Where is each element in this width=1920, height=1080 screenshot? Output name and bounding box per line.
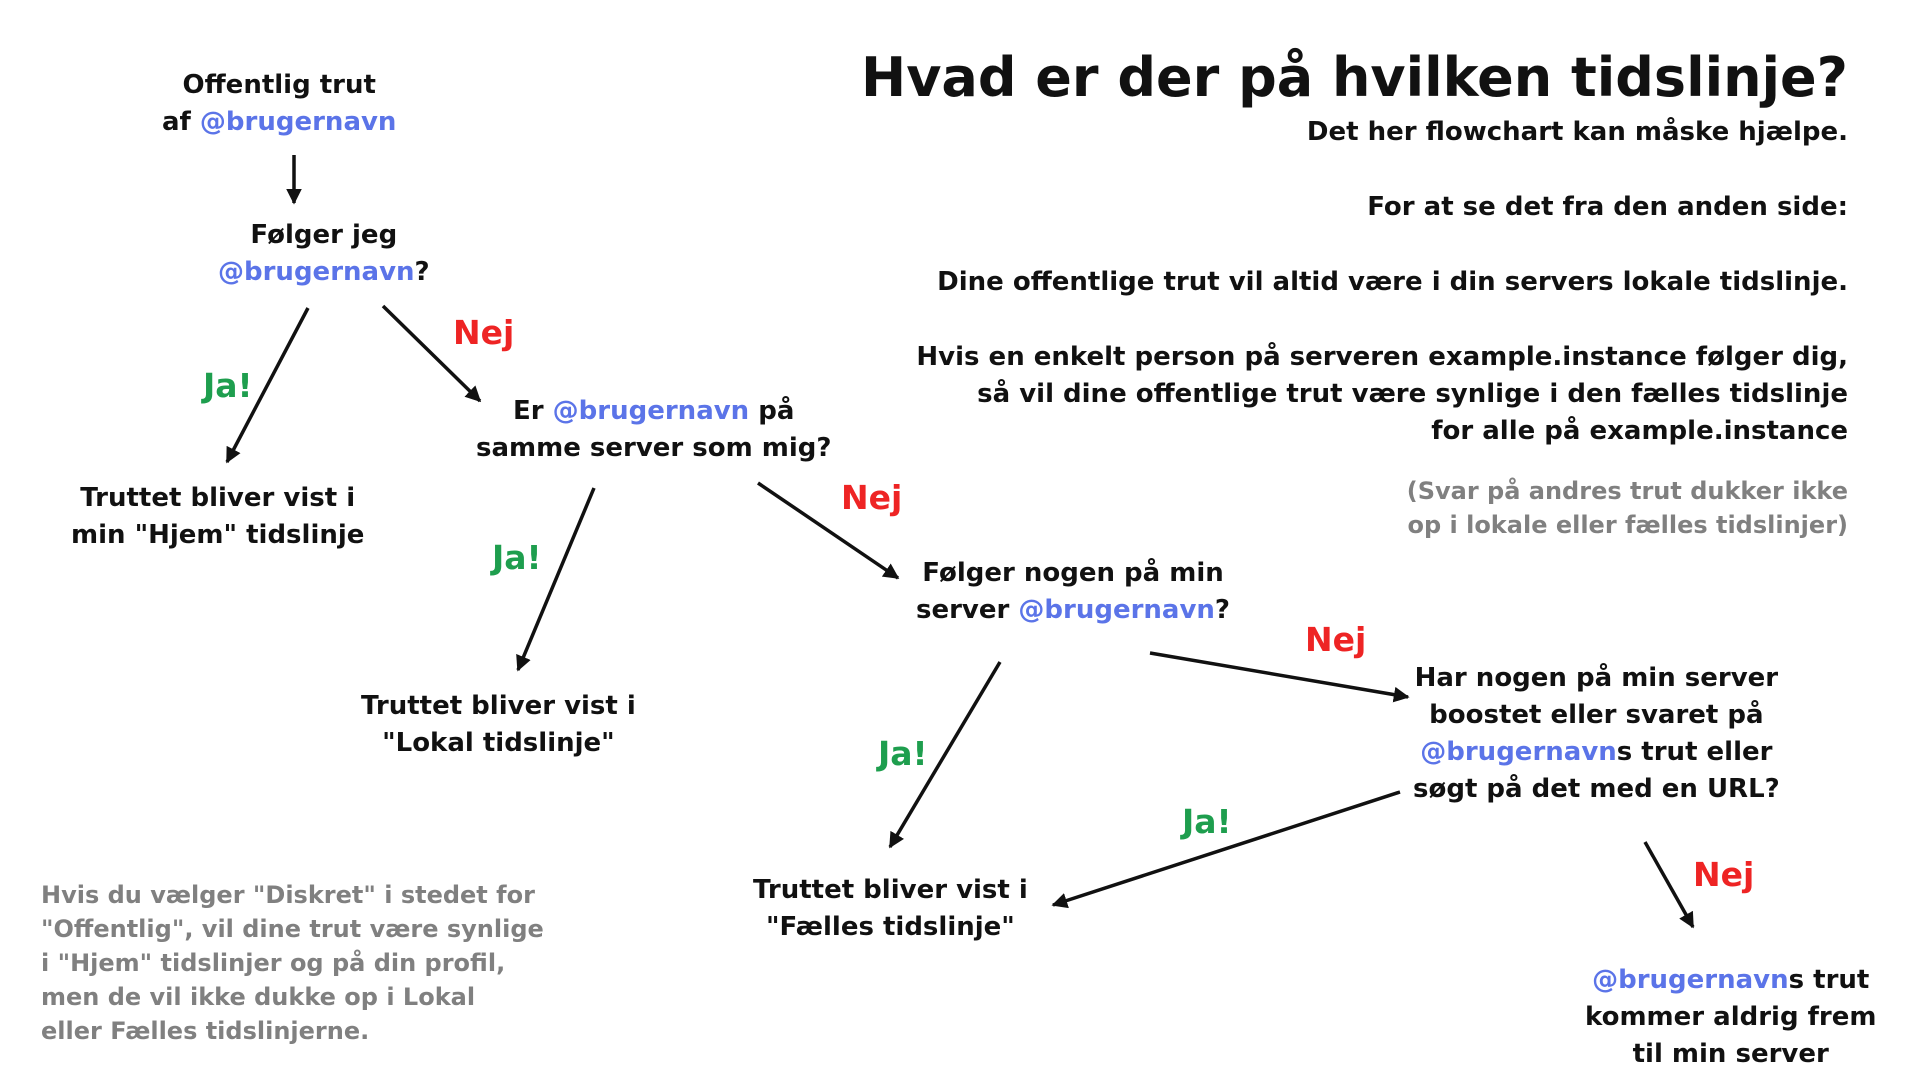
result-line: Truttet bliver vist i bbox=[361, 691, 636, 721]
arrow-q4-no bbox=[1645, 842, 1693, 927]
label-no: Nej bbox=[841, 478, 903, 517]
footnote-line: i "Hjem" tidslinjer og på din profil, bbox=[41, 949, 506, 977]
username-mention: @brugernavn bbox=[1018, 595, 1215, 625]
label-no: Nej bbox=[1693, 855, 1755, 894]
info-federated-rule-line: Hvis en enkelt person på serveren example.instance følger dig, bbox=[916, 342, 1848, 372]
label-yes: Ja! bbox=[878, 734, 928, 773]
page-title: Hvad er der på hvilken tidslinje? bbox=[861, 46, 1848, 109]
result-line: "Fælles tidslinje" bbox=[765, 912, 1015, 942]
result-never-arrives bbox=[1585, 962, 1876, 1073]
info-federated-rule-line: så vil dine offentlige trut være synlige i den fælles tidslinje bbox=[977, 379, 1848, 409]
username-mention: @brugernavn bbox=[1592, 965, 1789, 995]
label-no: Nej bbox=[453, 313, 515, 352]
footnote-line: Hvis du vælger "Diskret" i stedet for bbox=[41, 881, 535, 909]
question-line: samme server som mig? bbox=[476, 433, 832, 463]
replies-note-line: (Svar på andres trut dukker ikke bbox=[1406, 477, 1848, 505]
question-line: Følger jeg bbox=[250, 220, 398, 250]
arrow-q2-yes bbox=[518, 488, 594, 670]
question-same-server bbox=[476, 393, 831, 467]
footnote-line: men de vil ikke dukke op i Lokal bbox=[41, 983, 476, 1011]
question-line: server @brugernavn? bbox=[916, 595, 1231, 625]
result-line: "Lokal tidslinje" bbox=[382, 728, 615, 758]
username-mention: @brugernavn bbox=[199, 107, 397, 137]
question-line: @brugernavns trut eller bbox=[1420, 737, 1773, 767]
label-no: Nej bbox=[1305, 620, 1367, 659]
info-local-rule: Dine offentlige trut vil altid være i din servers lokale tidslinje. bbox=[937, 267, 1848, 297]
question-line: Er @brugernavn på bbox=[513, 396, 795, 426]
start-node-line: Offentlig trut bbox=[182, 70, 376, 100]
result-home-timeline bbox=[71, 480, 364, 554]
arrow-q3-no bbox=[1150, 653, 1408, 697]
result-local-timeline bbox=[361, 688, 636, 762]
label-yes: Ja! bbox=[492, 538, 542, 577]
result-line: Truttet bliver vist i bbox=[753, 875, 1028, 905]
footnote-line: "Offentlig", vil dine trut være synlige bbox=[41, 915, 544, 943]
username-mention: @brugernavn bbox=[1420, 737, 1617, 767]
subtitle: Det her flowchart kan måske hjælpe. bbox=[1306, 117, 1848, 147]
info-federated-rule-line: for alle på example.instance bbox=[1431, 416, 1848, 446]
question-line: boostet eller svaret på bbox=[1429, 700, 1764, 730]
result-line: min "Hjem" tidslinje bbox=[71, 520, 365, 550]
footnote-line: eller Fælles tidslinjerne. bbox=[41, 1017, 370, 1045]
question-line: @brugernavn? bbox=[218, 257, 430, 287]
question-follow-user bbox=[218, 217, 430, 291]
question-line: Følger nogen på min bbox=[922, 558, 1224, 588]
username-mention: @brugernavn bbox=[552, 396, 750, 426]
start-node-line: af @brugernavn bbox=[162, 107, 397, 137]
start-node bbox=[162, 67, 396, 141]
question-someone-follows bbox=[916, 555, 1230, 629]
question-line: søgt på det med en URL? bbox=[1413, 774, 1780, 804]
result-federated-timeline bbox=[753, 872, 1028, 946]
result-line: @brugernavns trut bbox=[1592, 965, 1870, 995]
username-mention: @brugernavn bbox=[218, 257, 415, 287]
replies-note-line: op i lokale eller fælles tidslinjer) bbox=[1407, 511, 1848, 539]
label-yes: Ja! bbox=[203, 366, 253, 405]
question-boosted-or-searched bbox=[1413, 660, 1780, 808]
result-line: Truttet bliver vist i bbox=[80, 483, 356, 513]
result-line: kommer aldrig frem bbox=[1585, 1002, 1877, 1032]
label-yes: Ja! bbox=[1182, 802, 1232, 841]
info-other-side: For at se det fra den anden side: bbox=[1367, 192, 1848, 222]
result-line: til min server bbox=[1632, 1039, 1829, 1069]
unlisted-footnote bbox=[41, 878, 544, 1048]
question-line: Har nogen på min server bbox=[1414, 663, 1779, 693]
